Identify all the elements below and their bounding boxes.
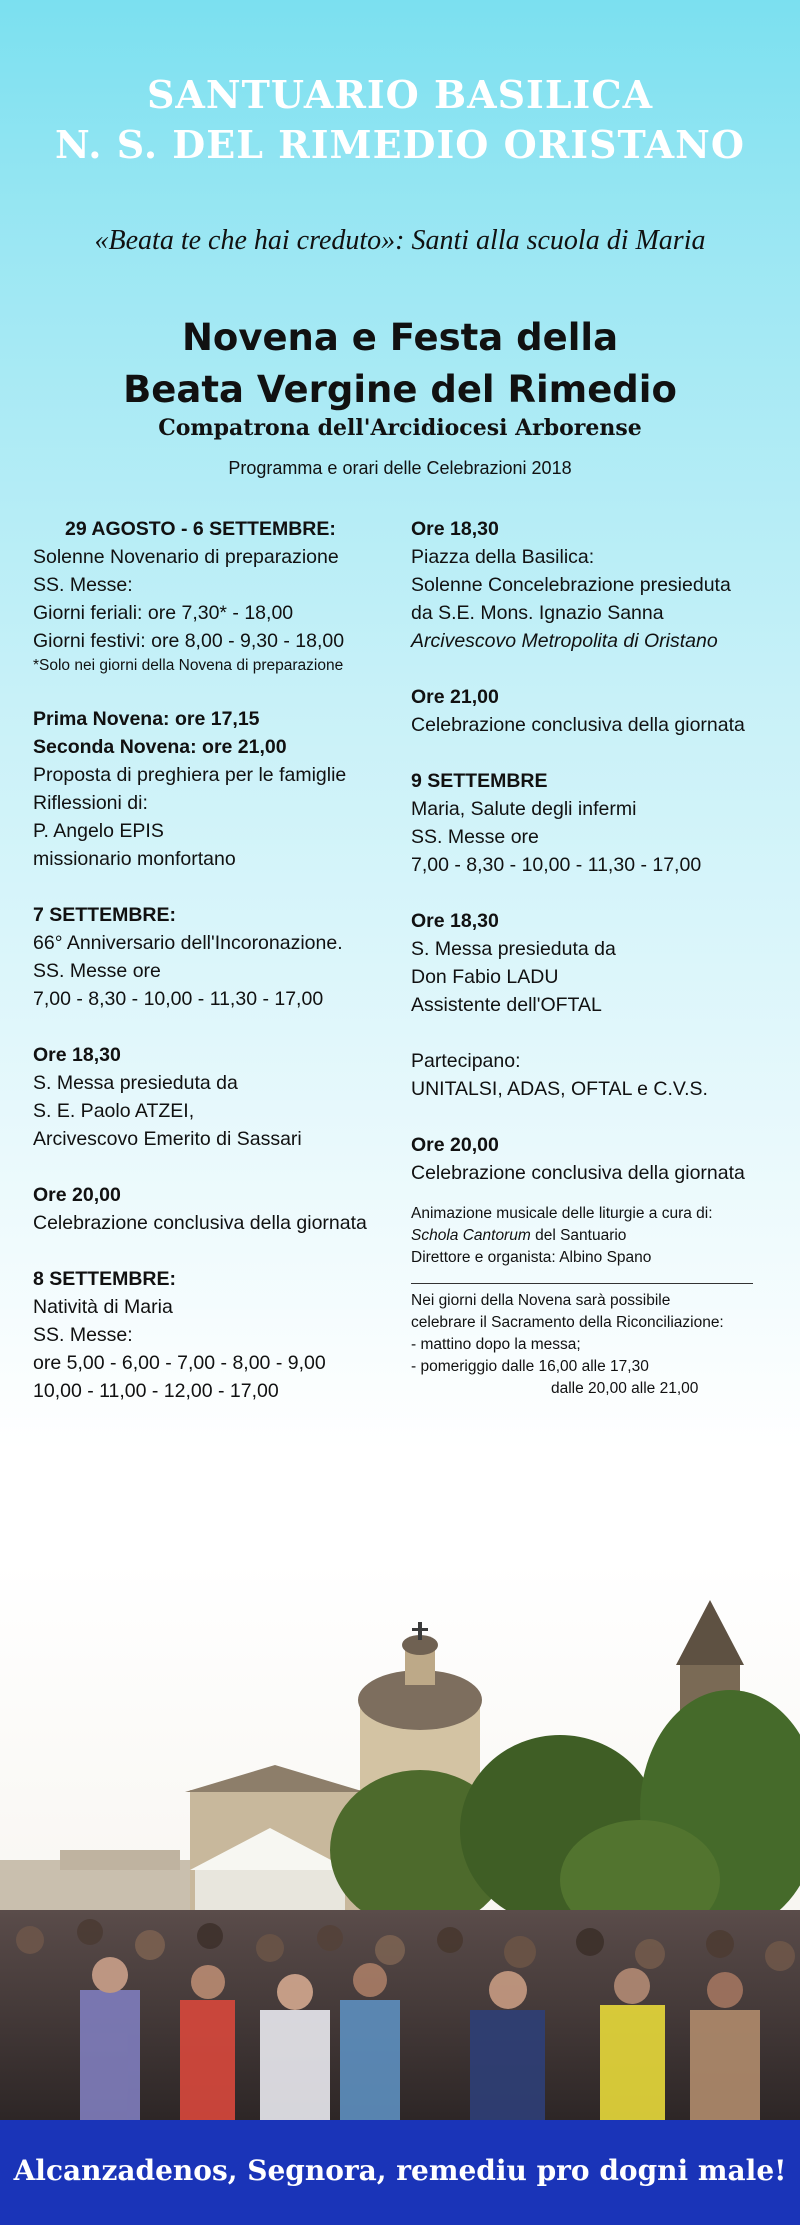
- block-heading: 8 SETTEMBRE:: [33, 1268, 177, 1290]
- block-line: da S.E. Mons. Ignazio Sanna: [411, 602, 664, 624]
- photo-illustration: [0, 1560, 800, 2120]
- block-9-settembre: [411, 767, 781, 879]
- block-heading: 7 SETTEMBRE:: [33, 904, 177, 926]
- block-line: Arcivescovo Emerito di Sassari: [33, 1128, 302, 1150]
- left-column: [33, 515, 403, 1433]
- block-ore-1830-piazza: [411, 515, 781, 655]
- block-line: Partecipano:: [411, 1050, 521, 1072]
- event-title: [0, 312, 800, 416]
- event-title-line2: Beata Vergine del Rimedio: [123, 368, 677, 411]
- block-line: missionario monfortano: [33, 848, 236, 870]
- block-heading: Ore 20,00: [33, 1184, 121, 1206]
- event-subtitle: Compatrona dell'Arcidiocesi Arborense: [158, 415, 642, 441]
- music-credits: [411, 1203, 781, 1269]
- confession-line: celebrare il Sacramento della Riconciliazione:: [411, 1314, 724, 1331]
- confession-line: - pomeriggio dalle 16,00 alle 17,30: [411, 1358, 649, 1375]
- choir-name: Schola Cantorum: [411, 1227, 531, 1244]
- block-line: SS. Messe:: [33, 574, 133, 596]
- block-ore-2000-right: [411, 1131, 781, 1187]
- block-ore-2000-left: [33, 1181, 403, 1237]
- sanctuary-title-line2: N. S. DEL RIMEDIO ORISTANO: [54, 122, 746, 167]
- block-line: Piazza della Basilica:: [411, 546, 595, 568]
- block-heading: 9 SETTEMBRE: [411, 770, 548, 792]
- block-ore-1830-left: [33, 1041, 403, 1153]
- event-title-line1: Novena e Festa della: [181, 316, 619, 359]
- block-ore-2100: [411, 683, 781, 739]
- block-line: Don Fabio LADU: [411, 966, 559, 988]
- programma-label: Programma e orari delle Celebrazioni 2018: [228, 458, 572, 478]
- block-heading: Ore 20,00: [411, 1134, 499, 1156]
- block-line: Celebrazione conclusiva della giornata: [411, 1162, 745, 1184]
- block-line: P. Angelo EPIS: [33, 820, 164, 842]
- block-line: Assistente dell'OFTAL: [411, 994, 602, 1016]
- confession-line: dalle 20,00 alle 21,00: [551, 1380, 699, 1397]
- block-novena-times: [33, 705, 403, 873]
- confession-line: Nei giorni della Novena sarà possibile: [411, 1292, 671, 1309]
- block-7-settembre: [33, 901, 403, 1013]
- music-line: Animazione musicale delle liturgie a cura di:: [411, 1205, 713, 1222]
- block-line: Celebrazione conclusiva della giornata: [411, 714, 745, 736]
- motto: «Beata te che hai creduto»: Santi alla scuola di Maria: [94, 225, 706, 256]
- sanctuary-title: [0, 70, 800, 170]
- block-line: Solenne Novenario di preparazione: [33, 546, 339, 568]
- block-8-settembre: [33, 1265, 403, 1405]
- block-heading: Ore 18,30: [33, 1044, 121, 1066]
- block-heading: Seconda Novena: ore 21,00: [33, 736, 287, 758]
- footnote: *Solo nei giorni della Novena di preparazione: [33, 657, 344, 674]
- block-line: Arcivescovo Metropolita di Oristano: [411, 630, 718, 652]
- block-line: 7,00 - 8,30 - 10,00 - 11,30 - 17,00: [33, 988, 324, 1010]
- footer-motto: Alcanzadenos, Segnora, remediu pro dogni male!: [13, 2154, 787, 2187]
- music-line: del Santuario: [530, 1227, 627, 1244]
- divider: [411, 1283, 753, 1284]
- block-line: 7,00 - 8,30 - 10,00 - 11,30 - 17,00: [411, 854, 702, 876]
- block-line: ore 5,00 - 6,00 - 7,00 - 8,00 - 9,00: [33, 1352, 326, 1374]
- block-line: 10,00 - 11,00 - 12,00 - 17,00: [33, 1380, 279, 1402]
- block-heading: Ore 18,30: [411, 518, 499, 540]
- block-line: SS. Messe:: [33, 1324, 133, 1346]
- footer-band: [0, 2120, 800, 2225]
- block-line: UNITALSI, ADAS, OFTAL e C.V.S.: [411, 1078, 708, 1100]
- block-line: Maria, Salute degli infermi: [411, 798, 637, 820]
- block-novenario: [33, 515, 403, 677]
- block-line: SS. Messe ore: [33, 960, 161, 982]
- sanctuary-title-line1: SANTUARIO BASILICA: [146, 72, 654, 117]
- block-line: SS. Messe ore: [411, 826, 539, 848]
- block-heading: Ore 21,00: [411, 686, 499, 708]
- block-line: Proposta di preghiera per le famiglie: [33, 764, 347, 786]
- block-partecipano: [411, 1047, 781, 1103]
- block-heading: Ore 18,30: [411, 910, 499, 932]
- basilica-crowd-photo: [0, 1560, 800, 2120]
- block-heading: Prima Novena: ore 17,15: [33, 708, 260, 730]
- block-line: Giorni feriali: ore 7,30* - 18,00: [33, 602, 294, 624]
- block-heading: 29 AGOSTO - 6 SETTEMBRE:: [65, 518, 336, 540]
- block-line: S. Messa presieduta da: [33, 1072, 238, 1094]
- confession-line: - mattino dopo la messa;: [411, 1336, 581, 1353]
- block-line: Celebrazione conclusiva della giornata: [33, 1212, 367, 1234]
- right-column: [411, 515, 781, 1400]
- block-line: Natività di Maria: [33, 1296, 173, 1318]
- confession-info: [411, 1290, 781, 1400]
- block-line: 66° Anniversario dell'Incoronazione.: [33, 932, 343, 954]
- block-ore-1830-right: [411, 907, 781, 1019]
- block-line: S. E. Paolo ATZEI,: [33, 1100, 195, 1122]
- block-line: Solenne Concelebrazione presieduta: [411, 574, 731, 596]
- block-line: Giorni festivi: ore 8,00 - 9,30 - 18,00: [33, 630, 345, 652]
- block-line: S. Messa presieduta da: [411, 938, 616, 960]
- music-line: Direttore e organista: Albino Spano: [411, 1249, 652, 1266]
- block-line: Riflessioni di:: [33, 792, 148, 814]
